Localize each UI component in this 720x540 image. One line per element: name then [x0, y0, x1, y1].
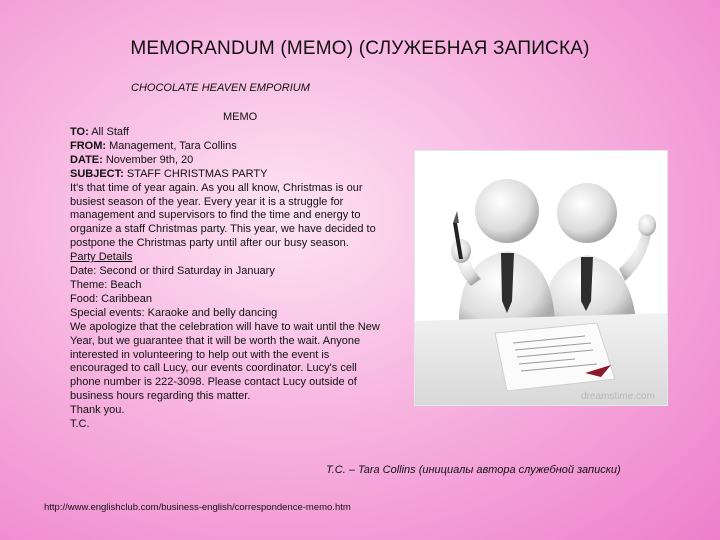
memo-date-line — [70, 154, 410, 168]
party-details-heading: Party Details — [70, 251, 133, 264]
memo-label: MEMO — [223, 111, 258, 123]
memo-body — [70, 126, 410, 432]
intro-line: postpone the Christmas party until after our busy season. — [70, 237, 349, 250]
date-value: November 9th, 20 — [105, 153, 194, 166]
closing-line: phone number is 222-3098. Please contact Lucy outside of — [70, 376, 357, 389]
closing-line: Year, but we guarantee that it will be worth the wait. Anyone — [70, 334, 361, 347]
left-figure-head — [475, 179, 539, 243]
memo-from-line — [70, 140, 410, 154]
right-figure-head — [557, 183, 617, 243]
to-value: All Staff — [91, 126, 129, 138]
memo-subject-line — [70, 168, 410, 182]
subject-label: SUBJECT: — [70, 167, 124, 180]
slide-title: MEMORANDUM (MEMO) (СЛУЖЕБНАЯ ЗАПИСКА) — [130, 38, 590, 59]
from-label: FROM: — [70, 139, 107, 152]
document-icon — [495, 323, 615, 391]
to-label: TO: — [70, 126, 89, 138]
intro-line: organize a staff Christmas party. This year, we have decided to — [70, 223, 376, 236]
detail-line: Date: Second or third Saturday in January — [70, 265, 275, 278]
closing-line: interested in volunteering to help out with the event is — [70, 348, 330, 361]
company-name: CHOCOLATE HEAVEN EMPORIUM — [131, 82, 310, 94]
detail-line: Theme: Beach — [70, 278, 142, 291]
intro-line: management and supervisors to find the time and energy to — [70, 209, 361, 222]
detail-line: Special events: Karaoke and belly dancing — [70, 306, 278, 319]
author-caption: T.C. – Tara Collins (инициалы автора служебной записки) — [326, 464, 621, 476]
source-url[interactable]: http://www.englishclub.com/business-english/correspondence-memo.htm — [44, 502, 351, 513]
illustration-svg — [415, 151, 667, 405]
closing-line: We apologize that the celebration will have to wait until the New — [70, 320, 380, 333]
closing-line: encouraged to call Lucy, our events coordinator. Lucy's cell — [70, 362, 357, 375]
subject-value: STAFF CHRISTMAS PARTY — [126, 167, 268, 180]
memo-to-line — [70, 126, 410, 140]
closing-line: business hours regarding this matter. — [70, 390, 251, 403]
detail-line: Food: Caribbean — [70, 292, 152, 305]
signoff-line: T.C. — [70, 418, 90, 431]
intro-line: busiest season of the year. Every year it is a struggle for — [70, 195, 344, 208]
from-value: Management, Tara Collins — [109, 139, 237, 152]
thanks-line: Thank you. — [70, 404, 125, 417]
watermark-text: dreamstime.com — [581, 391, 655, 402]
date-label: DATE: — [70, 153, 103, 166]
business-people-illustration — [414, 150, 668, 406]
intro-line: It's that time of year again. As you all know, Christmas is our — [70, 181, 363, 194]
